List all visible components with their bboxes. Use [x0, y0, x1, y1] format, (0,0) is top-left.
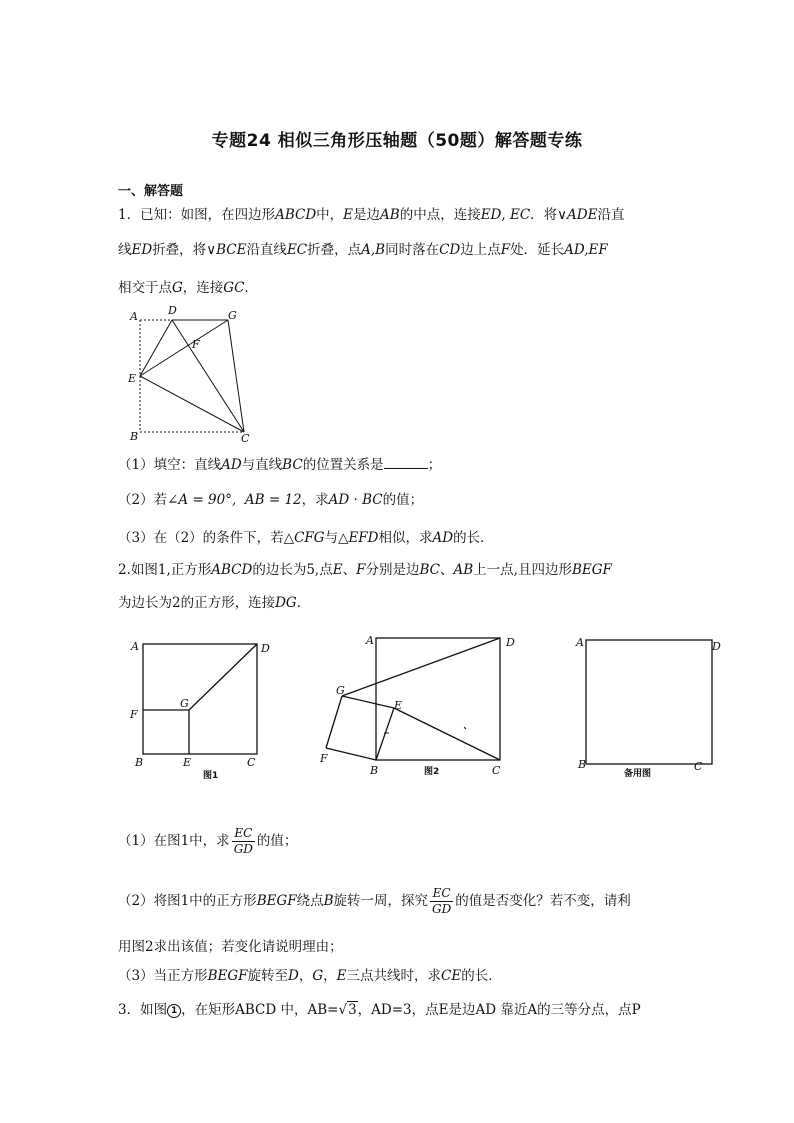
q1-paragraph-line3: 相交于点G，连接GC． [118, 280, 258, 296]
q1-paragraph-line1: 1．已知：如图，在四边形ABCD中，E是边AB的中点，连接ED, EC．将∨ADE沿直 [118, 207, 625, 223]
circled-number: 1 [167, 1004, 181, 1018]
q1-figure [120, 302, 270, 447]
q2-sub2-cont: 用图2求出该值；若变化请说明理由； [118, 939, 343, 955]
q3-paragraph-line1: 3．如图 1 ，在矩形ABCD 中，AB=√3，AD=3，点E是边AD 靠近A的三等分点，点P [118, 1002, 641, 1018]
q1-label-E: E [128, 372, 137, 385]
fig2-label-F: F [320, 752, 328, 765]
fig3-label-C: C [694, 760, 703, 773]
fig2-label-B: B [370, 764, 379, 777]
q2-figure-1 [125, 632, 285, 782]
fig2-label-A: A [366, 634, 374, 647]
q1-label-C: C [241, 432, 250, 445]
q1-label-D: D [168, 304, 177, 317]
q1-label-A: A [130, 310, 138, 323]
sqrt-value: 3 [348, 1002, 357, 1018]
q1-label-F: F [192, 338, 200, 351]
fig2-label-C: C [492, 764, 501, 777]
fig2-caption: 图2 [424, 767, 440, 777]
fig1-label-A: A [131, 640, 139, 653]
q2-sub2: （2）将图1中的正方形BEGF绕点B旋转一周，探究 $\frac{EC}{GD}$ 的值是否变化？若不变，请利 [118, 886, 631, 916]
q2-figure-2 [318, 626, 518, 786]
fig2-label-G: G [336, 684, 345, 697]
fig1-caption: 图1 [203, 771, 219, 781]
fig1-label-C: C [247, 756, 256, 769]
fig1-label-D: D [261, 642, 270, 655]
q1-label-G: G [228, 309, 237, 322]
fraction-ec-gd: $\frac{EC}{GD}$ [233, 826, 253, 856]
fig1-label-F: F [130, 708, 138, 721]
fig3-label-B: B [578, 758, 587, 771]
fig3-caption: 备用图 [624, 769, 652, 779]
section-heading: 一、解答题 [118, 184, 184, 199]
q1-sub1: （1）填空：直线AD与直线BC的位置关系是 ； [118, 457, 442, 473]
fig1-label-B: B [135, 756, 144, 769]
q1-label-B: B [130, 430, 139, 443]
q2-paragraph-line2: 为边长为2的正方形，连接DG． [118, 595, 311, 611]
fig1-label-G: G [180, 697, 189, 710]
q2-paragraph-line1: 2.如图1,正方形ABCD的边长为5,点E、F分别是边BC、AB上一点,且四边形BEGF [118, 562, 612, 578]
fig2-label-E: E [394, 699, 403, 712]
answer-blank[interactable] [384, 456, 428, 469]
fig3-label-A: A [576, 636, 584, 649]
fig2-label-D: D [506, 636, 515, 649]
fig3-label-D: D [712, 640, 721, 653]
q2-sub3: （3）当正方形BEGF旋转至D，G，E三点共线时，求CE的长． [118, 968, 502, 984]
page-title: 专题24 相似三角形压轴题（50题）解答题专练 [211, 131, 583, 151]
q2-sub1: （1）在图1中，求 $\frac{EC}{GD}$ 的值； [118, 826, 298, 856]
fig1-label-E: E [183, 756, 192, 769]
q2-figure-spare [572, 630, 732, 780]
fraction-ec-gd-2: $\frac{EC}{GD}$ [432, 886, 452, 916]
q1-sub3: （3）在（2）的条件下，若△CFG与△EFD相似，求AD的长． [118, 530, 494, 546]
q1-sub2: （2）若∠A = 90°, AB = 12，求AD · BC的值； [118, 492, 424, 508]
q1-paragraph-line2: 线ED折叠，将∨BCE沿直线EC折叠，点A,B同时落在CD边上点F处．延长AD,EF [118, 242, 608, 258]
